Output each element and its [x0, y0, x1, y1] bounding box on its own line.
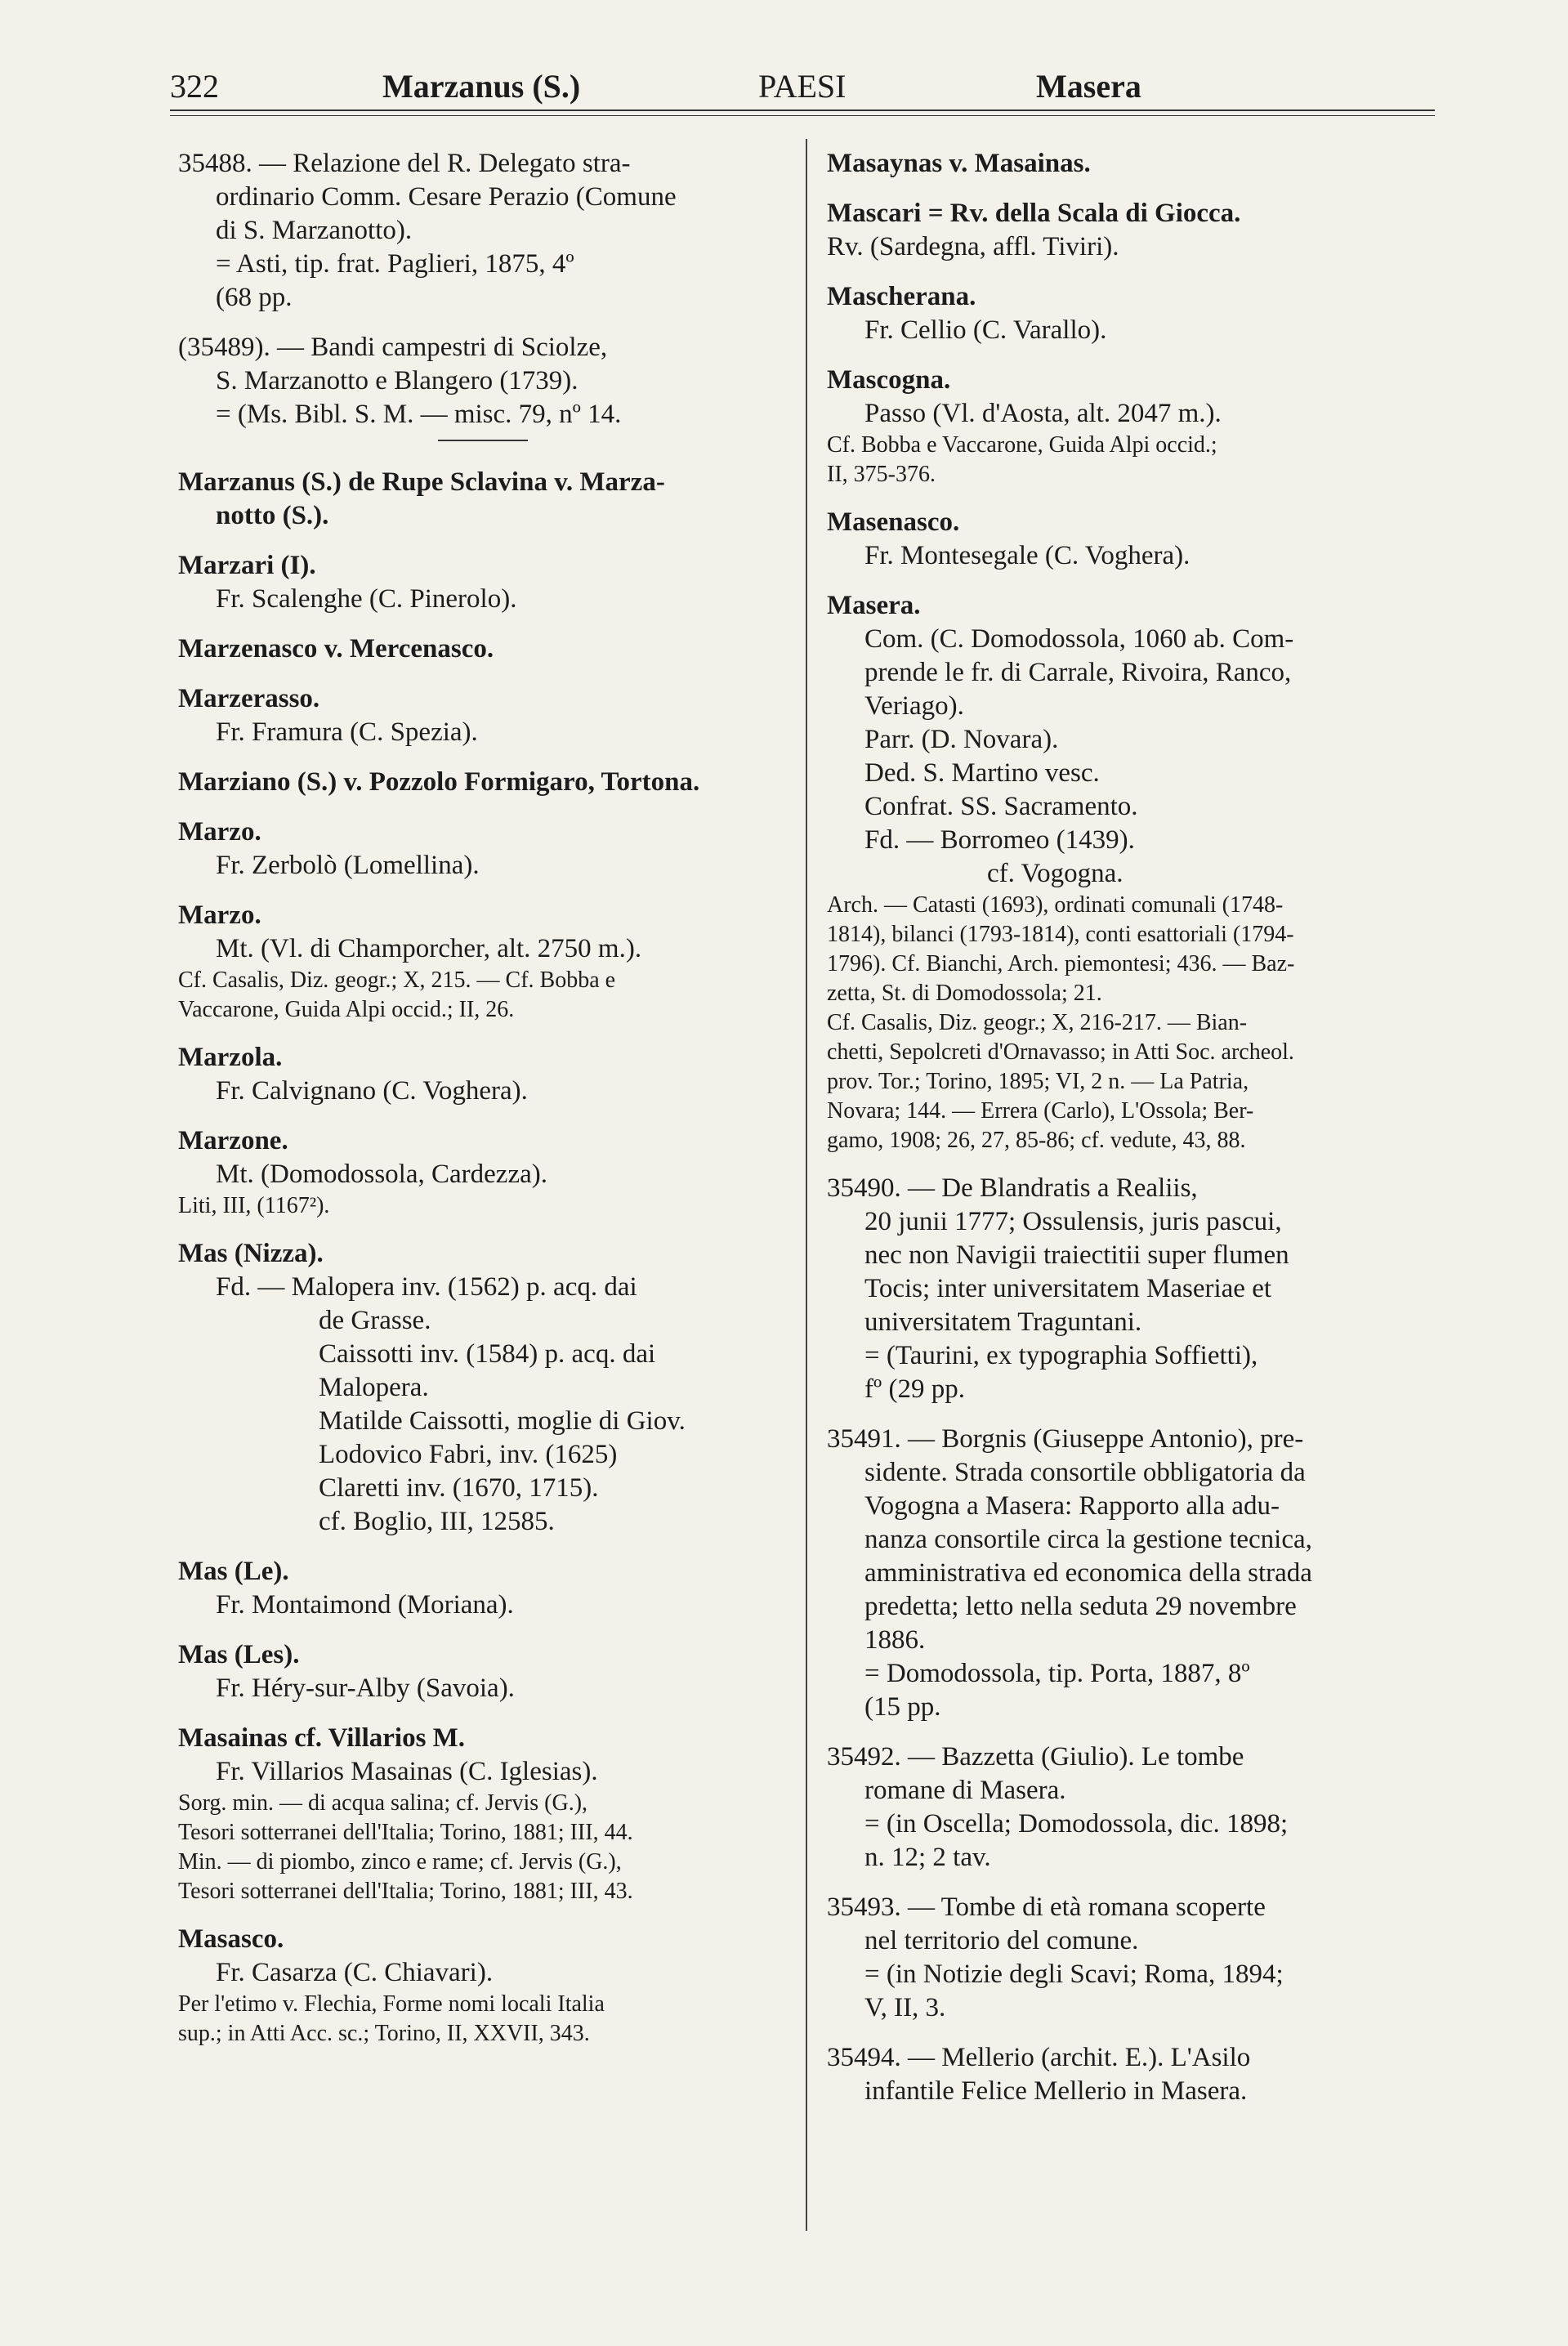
entry-line: = (Ms. Bibl. S. M. — misc. 79, nº 14.: [216, 400, 622, 429]
entry-line: nanza consortile circa la gestione tecnica,: [864, 1525, 1312, 1554]
headword: notto (S.).: [216, 501, 329, 530]
entry-line: = (Taurini, ex typographia Soffietti),: [864, 1341, 1258, 1370]
entry-line: Lodovico Fabri, inv. (1625): [319, 1440, 618, 1469]
entry-line: 20 junii 1777; Ossulensis, juris pascui,: [864, 1207, 1282, 1236]
column-divider: [806, 139, 807, 2231]
headword: Marzari (I).: [178, 551, 316, 580]
entry-35490: [827, 1172, 1440, 1406]
entry-line: 35492. — Bazzetta (Giulio). Le tombe: [827, 1742, 1244, 1772]
reference-line: Cf. Bobba e Vaccarone, Guida Alpi occid.;: [827, 432, 1217, 458]
section-separator: [438, 440, 528, 441]
entry-line: Parr. (D. Novara).: [864, 725, 1059, 754]
entry-line: = Asti, tip. frat. Paglieri, 1875, 4º: [216, 249, 574, 279]
entry-35491: [827, 1423, 1440, 1724]
entry-line: Ded. S. Martino vesc.: [864, 758, 1100, 788]
headword: Masaynas v. Masainas.: [827, 149, 1091, 178]
reference-line: chetti, Sepolcreti d'Ornavasso; in Atti Soc. archeol.: [827, 1039, 1294, 1065]
entry-line: Fd. — Malopera inv. (1562) p. acq. dai: [216, 1272, 637, 1302]
entry-line: ordinario Comm. Cesare Perazio (Comune: [216, 182, 677, 212]
entry-line: 35493. — Tombe di età romana scoperte: [827, 1892, 1266, 1922]
entry-line: Fd. — Borromeo (1439).: [864, 825, 1135, 855]
entry-line: fº (29 pp.: [864, 1374, 965, 1404]
entry-line: Malopera.: [319, 1373, 429, 1402]
headword: Marziano (S.) v. Pozzolo Formigaro, Tortona.: [178, 767, 700, 797]
headword: Marzone.: [178, 1126, 288, 1155]
headword: Marzo.: [178, 900, 261, 930]
entry-line: Fr. Héry-sur-Alby (Savoia).: [216, 1673, 515, 1703]
entry-line: 1886.: [864, 1625, 926, 1655]
entry-marzari: [178, 549, 787, 616]
entry-mas-le: [178, 1555, 787, 1622]
header-rule: [170, 109, 1435, 111]
entry-35489: [178, 331, 787, 431]
reference-line: Tesori sotterranei dell'Italia; Torino, 1881; III, 44.: [178, 1820, 633, 1845]
entry-line: Fr. Scalenghe (C. Pinerolo).: [216, 584, 517, 614]
entry-line: Fr. Casarza (C. Chiavari).: [216, 1958, 494, 1987]
reference-line: Novara; 144. — Errera (Carlo), L'Ossola; Ber-: [827, 1098, 1254, 1124]
entry-line: Matilde Caissotti, moglie di Giov.: [319, 1406, 686, 1436]
entry-35492: [827, 1741, 1440, 1875]
reference-line: Per l'etimo v. Flechia, Forme nomi locali Italia: [178, 1991, 605, 2017]
reference-line: Liti, III, (1167²).: [178, 1193, 330, 1218]
entry-marziano: [178, 766, 787, 799]
header-section-title: PAESI: [758, 68, 847, 105]
headword: Masenasco.: [827, 507, 960, 537]
entry-line: prende le fr. di Carrale, Rivoira, Ranco,: [864, 658, 1292, 687]
entry-line: Fr. Montesegale (C. Voghera).: [864, 541, 1191, 570]
entry-line: Veriago).: [864, 691, 964, 721]
entry-line: Mt. (Vl. di Champorcher, alt. 2750 m.).: [216, 934, 642, 963]
entry-line: (68 pp.: [216, 283, 293, 312]
headword: Masainas cf. Villarios M.: [178, 1723, 466, 1753]
entry-line: = (in Notizie degli Scavi; Roma, 1894;: [864, 1959, 1284, 1989]
entry-mas: [178, 1237, 787, 1539]
entry-line: de Grasse.: [319, 1306, 431, 1335]
entry-line: sidente. Strada consortile obbligatoria da: [864, 1458, 1306, 1487]
headword: Mas (Le).: [178, 1557, 289, 1586]
reference-line: Min. — di piombo, zinco e rame; cf. Jervis (G.),: [178, 1849, 622, 1875]
entry-line: 35490. — De Blandratis a Realiis,: [827, 1173, 1198, 1203]
entry-line: (15 pp.: [864, 1692, 941, 1722]
reference-line: gamo, 1908; 26, 27, 85-86; cf. vedute, 43, 88.: [827, 1128, 1246, 1153]
entry-line: Tocis; inter universitatem Maseriae et: [864, 1274, 1272, 1303]
entry-marzanus: [178, 466, 787, 533]
reference-line: Vaccarone, Guida Alpi occid.; II, 26.: [178, 997, 515, 1022]
entry-line: nec non Navigii traiectitii super flumen: [864, 1240, 1289, 1270]
entry-line: (35489). — Bandi campestri di Sciolze,: [178, 333, 608, 362]
entry-35488: [178, 147, 787, 315]
reference-line: 1814), bilanci (1793-1814), conti esattoriali (1794-: [827, 922, 1294, 947]
reference-line: Cf. Casalis, Diz. geogr.; X, 215. — Cf. Bobba e: [178, 967, 616, 993]
entry-line: 35491. — Borgnis (Giuseppe Antonio), pre-: [827, 1424, 1304, 1454]
headword: Mascogna.: [827, 365, 951, 395]
reference-line: Arch. — Catasti (1693), ordinati comunali (1748-: [827, 892, 1284, 918]
entry-line: Fr. Cellio (C. Varallo).: [864, 315, 1107, 345]
entry-line: Caissotti inv. (1584) p. acq. dai: [319, 1339, 656, 1369]
header-rule-thin: [170, 115, 1435, 116]
reference-line: Cf. Casalis, Diz. geogr.; X, 216-217. — Bian-: [827, 1010, 1248, 1035]
entry-marzo-2: [178, 899, 787, 1025]
entry-marzo-1: [178, 816, 787, 883]
entry-line: Claretti inv. (1670, 1715).: [319, 1473, 599, 1503]
entry-marzerasso: [178, 682, 787, 749]
entry-mascari: [827, 197, 1440, 264]
headword: Masera.: [827, 591, 921, 620]
headword: Masasco.: [178, 1924, 284, 1954]
headword: Marzanus (S.) de Rupe Sclavina v. Marza-: [178, 467, 665, 497]
entry-line: cf. Boglio, III, 12585.: [319, 1507, 555, 1536]
entry-marzenasco: [178, 632, 787, 666]
entry-line: Fr. Framura (C. Spezia).: [216, 717, 478, 747]
entry-35493: [827, 1891, 1440, 2025]
left-column: [178, 147, 787, 2065]
entry-line: Fr. Villarios Masainas (C. Iglesias).: [216, 1757, 598, 1786]
reference-line: II, 375-376.: [827, 462, 936, 487]
entry-line: romane di Masera.: [864, 1776, 1066, 1805]
entry-line: 35494. — Mellerio (archit. E.). L'Asilo: [827, 2043, 1251, 2072]
entry-line: V, II, 3.: [864, 1993, 946, 2022]
headword: Mascherana.: [827, 282, 976, 311]
entry-masainas: [178, 1722, 787, 1906]
entry-line: amministrativa ed economica della strada: [864, 1558, 1312, 1588]
headword: Mascari = Rv. della Scala di Giocca.: [827, 199, 1241, 228]
entry-line: n. 12; 2 tav.: [864, 1843, 991, 1872]
reference-line: 1796). Cf. Bianchi, Arch. piemontesi; 436. — Baz-: [827, 951, 1295, 976]
entry-line: predetta; letto nella seduta 29 novembre: [864, 1592, 1297, 1621]
entry-line: Passo (Vl. d'Aosta, alt. 2047 m.).: [864, 399, 1222, 428]
reference-line: Sorg. min. — di acqua salina; cf. Jervis (G.),: [178, 1790, 588, 1816]
entry-line: infantile Felice Mellerio in Masera.: [864, 2076, 1248, 2106]
entry-line: Mt. (Domodossola, Cardezza).: [216, 1160, 547, 1189]
entry-masera: [827, 589, 1440, 1155]
headword: Marzola.: [178, 1043, 283, 1072]
headword: Marzo.: [178, 817, 261, 847]
running-header: [170, 59, 1436, 116]
entry-marzola: [178, 1041, 787, 1108]
entry-line: Rv. (Sardegna, affl. Tiviri).: [827, 232, 1119, 261]
entry-masaynas: [827, 147, 1440, 181]
entry-line: Fr. Zerbolò (Lomellina).: [216, 851, 480, 880]
entry-line: Com. (C. Domodossola, 1060 ab. Com-: [864, 624, 1294, 654]
entry-mascherana: [827, 280, 1440, 347]
entry-line: = (in Oscella; Domodossola, dic. 1898;: [864, 1809, 1289, 1839]
headword: Marzerasso.: [178, 684, 320, 713]
entry-line: universitatem Traguntani.: [864, 1307, 1142, 1337]
headword: Mas (Nizza).: [178, 1239, 324, 1268]
headword: Mas (Les).: [178, 1640, 300, 1669]
entry-line: nel territorio del comune.: [864, 1926, 1139, 1955]
entry-line: Fr. Calvignano (C. Voghera).: [216, 1076, 528, 1106]
header-left-title: Marzanus (S.): [382, 68, 581, 105]
reference-line: zetta, St. di Domodossola; 21.: [827, 981, 1102, 1006]
entry-mas-les: [178, 1638, 787, 1705]
reference-line: Tesori sotterranei dell'Italia; Torino, 1881; III, 43.: [178, 1879, 633, 1904]
headword: Marzenasco v. Mercenasco.: [178, 634, 494, 664]
entry-masenasco: [827, 506, 1440, 573]
entry-line: Vogogna a Masera: Rapporto alla adu-: [864, 1491, 1280, 1521]
entry-mascogna: [827, 364, 1440, 489]
reference-line: prov. Tor.; Torino, 1895; VI, 2 n. — La Patria,: [827, 1069, 1249, 1094]
entry-line: cf. Vogogna.: [987, 859, 1124, 888]
entry-line: 35488. — Relazione del R. Delegato stra-: [178, 149, 631, 178]
page-number: 322: [170, 68, 219, 105]
right-column: [827, 147, 1440, 2125]
entry-masasco: [178, 1923, 787, 2049]
entry-line: S. Marzanotto e Blangero (1739).: [216, 366, 579, 395]
entry-line: Fr. Montaimond (Moriana).: [216, 1590, 514, 1620]
entry-line: di S. Marzanotto).: [216, 216, 413, 245]
entry-line: = Domodossola, tip. Porta, 1887, 8º: [864, 1659, 1250, 1688]
entry-line: Confrat. SS. Sacramento.: [864, 792, 1138, 821]
entry-marzone: [178, 1124, 787, 1221]
header-right-title: Masera: [1036, 68, 1141, 105]
entry-35494: [827, 2041, 1440, 2108]
reference-line: sup.; in Atti Acc. sc.; Torino, II, XXVII, 343.: [178, 2021, 590, 2046]
